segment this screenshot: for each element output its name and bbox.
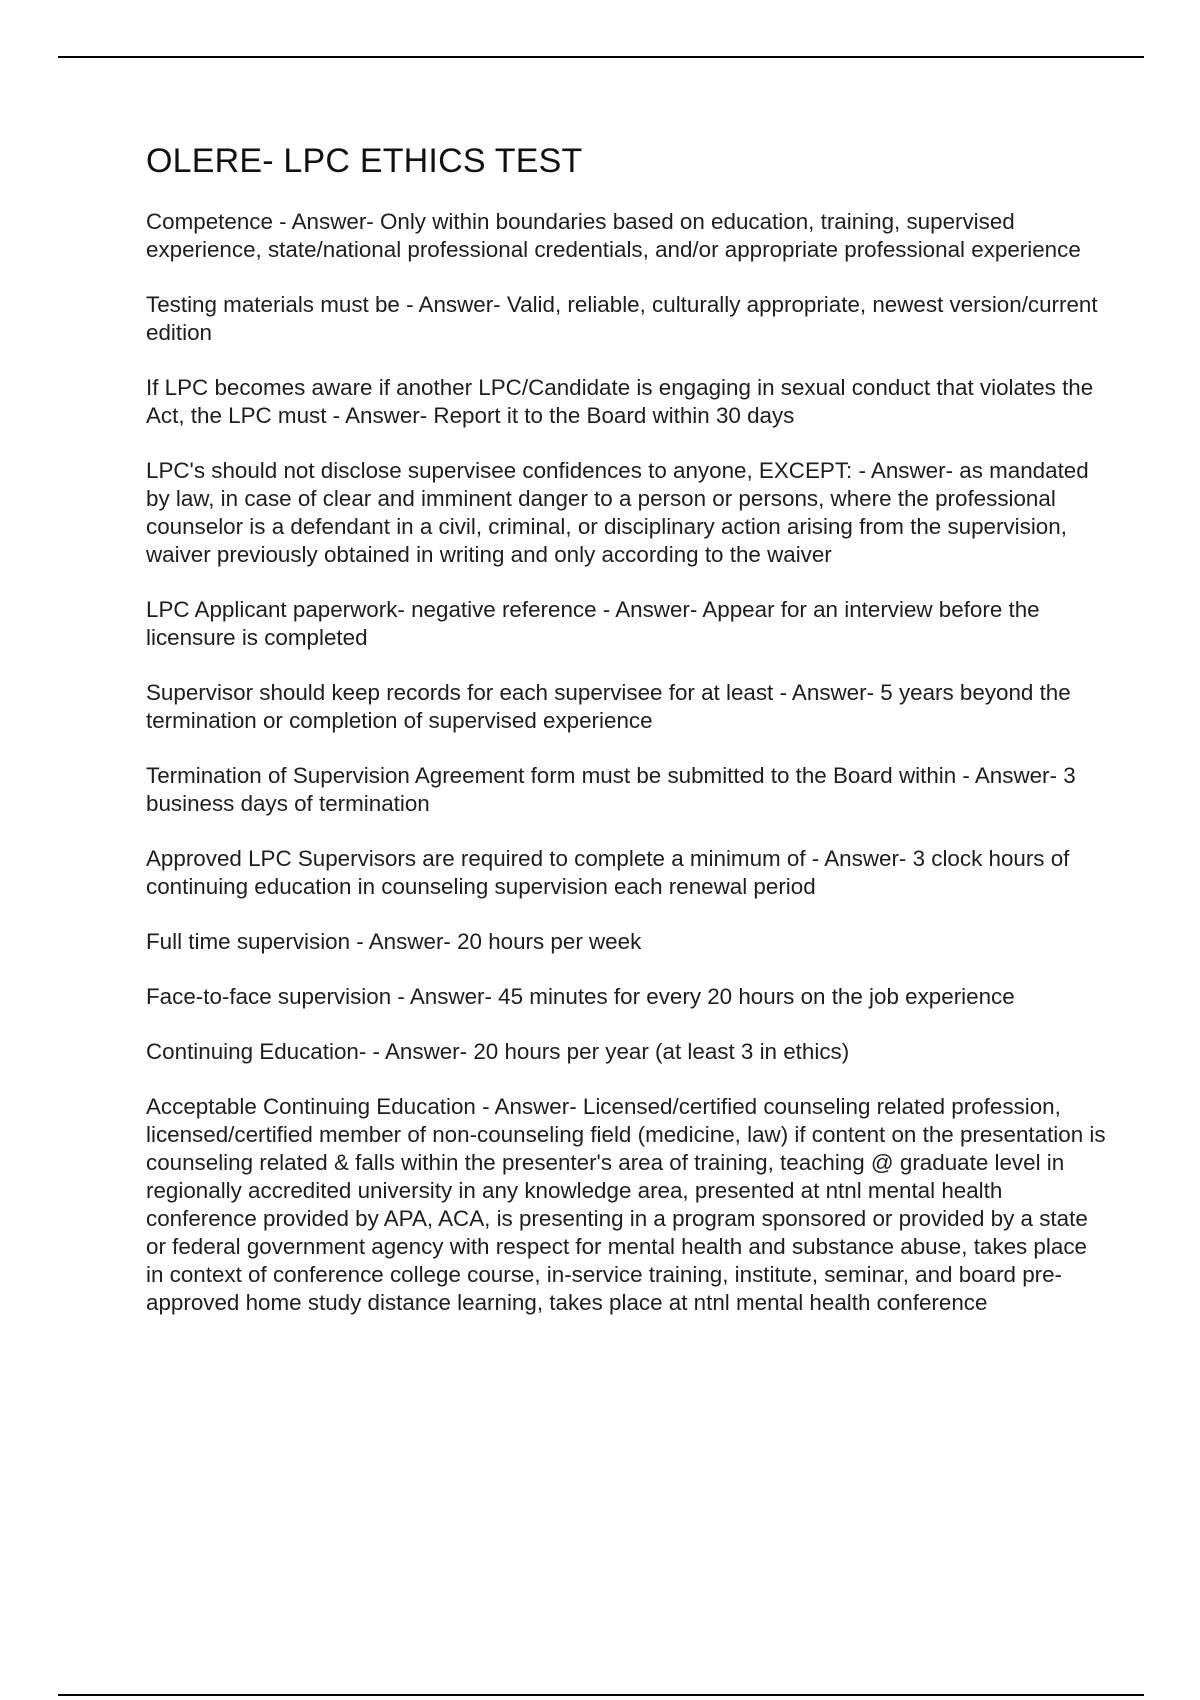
qa-item-supervisor-ce: Approved LPC Supervisors are required to complete a minimum of - Answer- 3 clock hours of continuing education in counseling supervision each renewal period bbox=[146, 845, 1070, 899]
qa-item-negative-reference: LPC Applicant paperwork- negative reference - Answer- Appear for an interview before the licensure is completed bbox=[146, 596, 1040, 650]
qa-item-sexual-conduct-report: If LPC becomes aware if another LPC/Candidate is engaging in sexual conduct that violates the Act, the LPC must - Answer- Report it to the Board within 30 days bbox=[146, 374, 1094, 428]
qa-item-face-to-face-supervision: Face-to-face supervision - Answer- 45 minutes for every 20 hours on the job experience bbox=[146, 983, 1015, 1009]
qa-item-competence: Competence - Answer- Only within boundaries based on education, training, supervised experience, state/national professional credentials, and/or appropriate professional experience bbox=[146, 208, 1081, 262]
qa-item-continuing-education: Continuing Education- - Answer- 20 hours per year (at least 3 in ethics) bbox=[146, 1038, 850, 1064]
qa-item-supervisee-confidences: LPC's should not disclose supervisee confidences to anyone, EXCEPT: - Answer- as mandated by law, in case of clear and imminent danger to a person or persons, where the professional counselor is a defendant in a civil, criminal, or disciplinary action arising from the supervision, waiver previously obtained in writing and only according to the waiver bbox=[146, 457, 1089, 567]
qa-item-testing-materials: Testing materials must be - Answer- Valid, reliable, culturally appropriate, newest version/current edition bbox=[146, 291, 1098, 345]
bottom-divider bbox=[58, 1694, 1144, 1696]
qa-item-termination-form: Termination of Supervision Agreement form must be submitted to the Board within - Answer- 3 business days of termination bbox=[146, 762, 1076, 816]
top-divider bbox=[58, 56, 1144, 58]
qa-item-supervisor-records: Supervisor should keep records for each supervisee for at least - Answer- 5 years beyond the termination or completion of supervised experience bbox=[146, 679, 1071, 733]
qa-item-full-time-supervision: Full time supervision - Answer- 20 hours per week bbox=[146, 928, 642, 954]
qa-item-acceptable-ce: Acceptable Continuing Education - Answer- Licensed/certified counseling related profession, licensed/certified member of non-counseling field (medicine, law) if content on the presentation is counseling related & falls within the presenter's area of training, teaching @ graduate level in regionally accredited university in any knowledge area, presented at ntnl mental health conference provided by APA, ACA, is presenting in a program sponsored or provided by a state or federal government agency with respect for mental health and substance abuse, takes place in context of conference college course, in-service training, institute, seminar, and board pre-approved home study distance learning, takes place at ntnl mental health conference bbox=[146, 1093, 1106, 1315]
page-title: OLERE- LPC ETHICS TEST bbox=[146, 142, 583, 180]
document-body bbox=[146, 140, 1106, 1344]
